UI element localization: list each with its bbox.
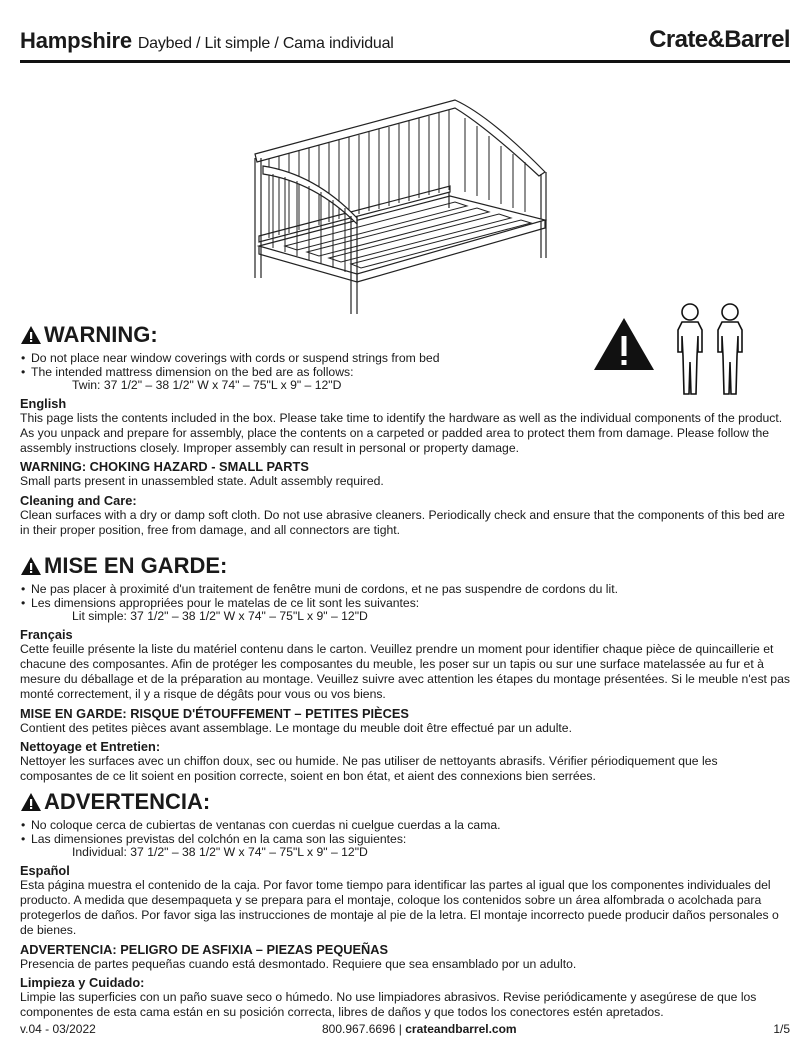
product-subtitle: Daybed / Lit simple / Cama individual xyxy=(137,35,394,52)
english-section xyxy=(20,322,790,538)
choking-heading: MISE EN GARDE: RISQUE D'ÉTOUFFEMENT – PETITES PIÈCES xyxy=(20,705,409,721)
footer-separator: | xyxy=(398,1022,402,1036)
list-item: • Las dimensiones previstas del colchón en la cama son las siguientes: xyxy=(20,833,790,847)
french-section xyxy=(20,553,790,784)
language-heading: Español xyxy=(20,862,70,878)
page-footer xyxy=(20,1020,790,1038)
intro-text: Esta página muestra el contenido de la caja. Por favor tome tiempo para identificar las partes al igual que los componentes individuales del producto. A medida que desempaqueta y se prepara para el montaje, coloque los contenidos sobre un área alfombrada o acolchada para protegerlos de daños. Por favor siga las instrucciones de montaje al pie de la letra. El montaje incorrecto puede producir daños personales o de bienes. xyxy=(20,877,779,938)
list-item: • Les dimensions appropriées pour le matelas de ce lit sont les suivantes: xyxy=(20,597,790,611)
cleaning-text: Limpie las superficies con un paño suave seco o húmedo. No use limpiadores abrasivos. Revise periódicamente y asegúrese de que los componentes de esta cama están en su posición correcta, libres de daños y que todos los conectores estén apretados. xyxy=(20,989,757,1019)
phone-number: 800.967.6696 xyxy=(322,1022,396,1036)
cleaning-heading: Nettoyage et Entretien: xyxy=(20,738,161,754)
page-number: 1/5 xyxy=(773,1022,790,1036)
warning-bullets xyxy=(20,352,790,379)
daybed-illustration xyxy=(245,96,565,321)
intro-text: Cette feuille présente la liste du matériel contenu dans le carton. Veuillez prendre un moment pour identifier chaque pièce de quincaillerie et chacune des composantes. Afin de protéger les composantes du meuble, les poser sur un tapis ou sur une surface matelassée au fur et à mesure du déballage et de la préparation au montage. Veuillez suivre avec attention les étapes du montage présentées. Si le meuble n'est pas monté correctement, il y a risque de dégâts pour vous ou vos biens. xyxy=(20,641,790,702)
warning-triangle-icon xyxy=(20,325,42,345)
mattress-size: Twin: 37 1/2" – 38 1/2" W x 74" – 75"L x 9" – 12"D xyxy=(72,378,342,393)
website-link[interactable]: crateandbarrel.com xyxy=(405,1022,517,1036)
mattress-size: Lit simple: 37 1/2" – 38 1/2" W x 74" – 75"L x 9" – 12"D xyxy=(72,609,368,624)
choking-text: Small parts present in unassembled state. Adult assembly required. xyxy=(20,474,384,489)
list-item: • No coloque cerca de cubiertas de ventanas con cuerdas ni cuelgue cuerdas a la cama. xyxy=(20,819,790,833)
cleaning-text: Nettoyer les surfaces avec un chiffon doux, sec ou humide. Ne pas utiliser de nettoyants abrasifs. Vérifier périodiquement que les composantes de ce lit soient en position correcte, soient en bon état, et aient des connexions bien serrées. xyxy=(20,753,718,783)
warning-bullets xyxy=(20,819,790,846)
cleaning-heading: Cleaning and Care: xyxy=(20,492,137,508)
warning-triangle-icon xyxy=(20,556,42,576)
intro-text: This page lists the contents included in the box. Please take time to identify the hardware as well as the individual components of the product. As you unpack and prepare for assembly, place the contents on a carpeted or padded area to protect them from damage. Please follow the assembly instructions closely. Improper assembly can result in personal or property damage. xyxy=(20,410,783,456)
page-title xyxy=(20,28,394,54)
spanish-section xyxy=(20,789,790,1020)
warning-bullets xyxy=(20,583,790,610)
version-label: v.04 - 03/2022 xyxy=(20,1022,96,1036)
mise-en-garde-heading: MISE EN GARDE: xyxy=(20,553,790,579)
list-item: • The intended mattress dimension on the bed are as follows: xyxy=(20,366,790,380)
language-heading: Français xyxy=(20,626,73,642)
product-name: Hampshire xyxy=(20,28,132,53)
warning-triangle-icon xyxy=(20,792,42,812)
warning-heading: WARNING: xyxy=(20,322,790,348)
list-item: • Ne pas placer à proximité d'un traitement de fenêtre muni de cordons, et ne pas suspendre de cordons du lit. xyxy=(20,583,790,597)
list-item: • Do not place near window coverings with cords or suspend strings from bed xyxy=(20,352,790,366)
language-heading: English xyxy=(20,395,67,411)
header-divider xyxy=(20,60,790,63)
choking-heading: ADVERTENCIA: PELIGRO DE ASFIXIA – PIEZAS PEQUEÑAS xyxy=(20,941,389,957)
contact-info xyxy=(322,1022,517,1036)
cleaning-heading: Limpieza y Cuidado: xyxy=(20,974,145,990)
mattress-size: Individual: 37 1/2" – 38 1/2" W x 74" – 75"L x 9" – 12"D xyxy=(72,845,368,860)
choking-text: Contient des petites pièces avant assemblage. Le montage du meuble doit être effectué par un adulte. xyxy=(20,720,572,735)
advertencia-heading: ADVERTENCIA: xyxy=(20,789,790,815)
page-header xyxy=(20,22,790,62)
choking-heading: WARNING: CHOKING HAZARD - SMALL PARTS xyxy=(20,459,309,475)
cleaning-text: Clean surfaces with a dry or damp soft cloth. Do not use abrasive cleaners. Periodically check and ensure that the components of this bed are in their proper position, free from damage, and all connectors are tight. xyxy=(20,507,785,537)
choking-text: Presencia de partes pequeñas cuando está desmontado. Requiere que sea ensamblado por un adulto. xyxy=(20,956,577,971)
brand-logo: Crate&Barrel xyxy=(649,26,790,53)
